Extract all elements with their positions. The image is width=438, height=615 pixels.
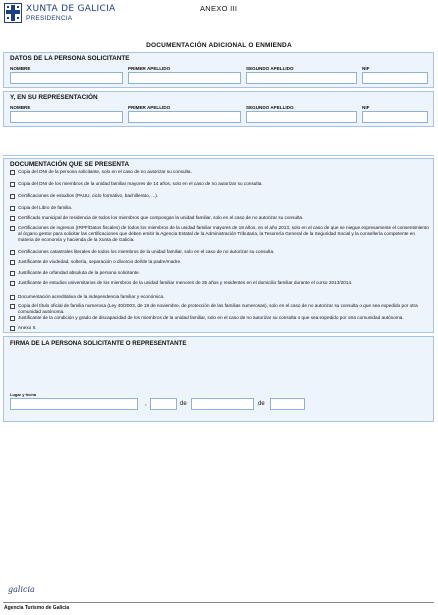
document-checkbox[interactable] <box>10 206 15 211</box>
document-item[interactable]: Justificante de la condición y grado de discapacidad de los miembros de la unidad familiar, solo en el caso de no autorizar su consulta o que sea expedido por otra comunidad autónoma. <box>10 315 430 321</box>
documents-section <box>3 158 434 333</box>
applicant-name-field[interactable] <box>10 72 123 84</box>
representative-second-surname-field[interactable] <box>246 111 357 123</box>
representative-nif-label: NIF <box>362 105 370 110</box>
document-checkbox[interactable] <box>10 182 15 187</box>
document-item[interactable]: Copia del DNI de la persona solicitante, solo en el caso de no autorizar su consulta. <box>10 169 430 175</box>
applicant-first-surname-label: PRIMER APELLIDO <box>128 66 171 71</box>
document-checkbox[interactable] <box>10 304 15 309</box>
day-field[interactable] <box>150 398 177 410</box>
document-item[interactable]: Anexo II. <box>10 325 430 331</box>
document-checkbox[interactable] <box>10 226 15 231</box>
comma-separator: , <box>145 401 147 407</box>
document-checkbox[interactable] <box>10 250 15 255</box>
place-date-label: Lugar y fecha <box>10 392 37 397</box>
representative-first-surname-label: PRIMER APELLIDO <box>128 105 171 110</box>
signature-section-title: FIRMA DE LA PERSONA SOLICITANTE O REPRESENTANTE <box>10 340 187 347</box>
month-field[interactable] <box>191 398 254 410</box>
applicant-nif-label: NIF <box>362 66 370 71</box>
place-field[interactable] <box>10 398 138 410</box>
department-name: PRESIDENCIA <box>26 15 73 22</box>
representative-section <box>3 91 434 127</box>
document-checkbox[interactable] <box>10 326 15 331</box>
section-divider <box>3 155 434 156</box>
document-checkbox[interactable] <box>10 295 15 300</box>
applicant-section-title: DATOS DE LA PERSONA SOLICITANTE <box>10 55 130 62</box>
year-field[interactable] <box>270 398 305 410</box>
document-item[interactable]: Certificaciones catastrales literales de todos los miembros de la unidad familiar, solo en el caso de no autorizar su consulta. <box>10 249 430 255</box>
xunta-logo <box>4 3 144 25</box>
documents-section-title: DOCUMENTACIÓN QUE SE PRESENTA <box>10 161 130 168</box>
de-separator: de <box>258 401 265 407</box>
document-item[interactable]: Copia del DNI de los miembros de la unidad familiar mayores de 14 años, solo en el caso de no autorizar su consulta. <box>10 181 430 187</box>
document-checkbox[interactable] <box>10 271 15 276</box>
document-item[interactable]: Certificado municipal de residencia de todos los miembros que compongan la unidad familiar, solo en el caso de no autorizar su consulta. <box>10 215 430 221</box>
document-item[interactable]: Certificaciones de ingresos (IRPF/Datos fiscales) de todos los miembros de la unidad familiar mayores de 18 años, en el año 2013, solo en el caso de que se niegue expresamente el consentimiento al órgano gestor para solicitar las certificaciones que deben emitir la Agencia Estatal de la Administración Tributaria, la Tesorería General de la Seguridad Social y la consellería competente en materia de economía y hacienda de la Xunta de Galicia. <box>10 225 430 242</box>
agency-name: Agencia Turismo de Galicia <box>4 605 70 611</box>
document-checkbox[interactable] <box>10 170 15 175</box>
document-item[interactable]: Documentación acreditativa de la independencia familiar y económica. <box>10 294 430 300</box>
document-item[interactable]: Copia del Libro de familia. <box>10 205 430 211</box>
applicant-second-surname-label: SEGUNDO APELLIDO <box>246 66 294 71</box>
representative-section-title: Y, EN SU REPRESENTACIÓN <box>10 94 98 101</box>
applicant-name-label: NOMBRE <box>10 66 31 71</box>
document-item[interactable]: Certificaciones de estudios (PAUU, ciclo formativo, bachillerato, ...). <box>10 193 430 199</box>
galicia-logo: galicia <box>8 585 35 594</box>
representative-second-surname-label: SEGUNDO APELLIDO <box>246 105 294 110</box>
document-checkbox[interactable] <box>10 281 15 286</box>
signature-section <box>3 336 434 422</box>
applicant-first-surname-field[interactable] <box>128 72 241 84</box>
document-checkbox[interactable] <box>10 316 15 321</box>
document-item[interactable]: Justificante de orfandad absoluta de la persona solicitante. <box>10 270 430 276</box>
applicant-section <box>3 52 434 88</box>
document-title: DOCUMENTACIÓN ADICIONAL O ENMIENDA <box>146 42 292 49</box>
applicant-nif-field[interactable] <box>362 72 428 84</box>
org-name: XUNTA DE GALICIA <box>26 4 116 14</box>
document-item[interactable]: Copia del título oficial de familia numerosa (Ley 40/2003, de 18 de noviembre, de protección de las familias numerosas), solo en el caso de no autorizar su consulta o que sea expedido por otra comunidad autónoma. <box>10 303 430 315</box>
de-separator: de <box>180 401 187 407</box>
document-item[interactable]: Justificante de estudios universitarios de los miembros de la unidad familiar menores de 25 años y residentes en el domicilio familiar durante el curso 2013/2014. <box>10 280 430 286</box>
applicant-second-surname-field[interactable] <box>246 72 357 84</box>
document-checkbox[interactable] <box>10 216 15 221</box>
annex-label: ANEXO III <box>200 4 238 13</box>
representative-nif-field[interactable] <box>362 111 428 123</box>
document-checkbox[interactable] <box>10 194 15 199</box>
representative-first-surname-field[interactable] <box>128 111 241 123</box>
representative-name-field[interactable] <box>10 111 123 123</box>
representative-name-label: NOMBRE <box>10 105 31 110</box>
footer-divider <box>3 602 434 603</box>
document-checkbox[interactable] <box>10 260 15 265</box>
document-item[interactable]: Justificante de viudedad, soltería, separación o divorcio del/de la padre/madre. <box>10 259 430 265</box>
xunta-cross-icon <box>4 3 22 23</box>
